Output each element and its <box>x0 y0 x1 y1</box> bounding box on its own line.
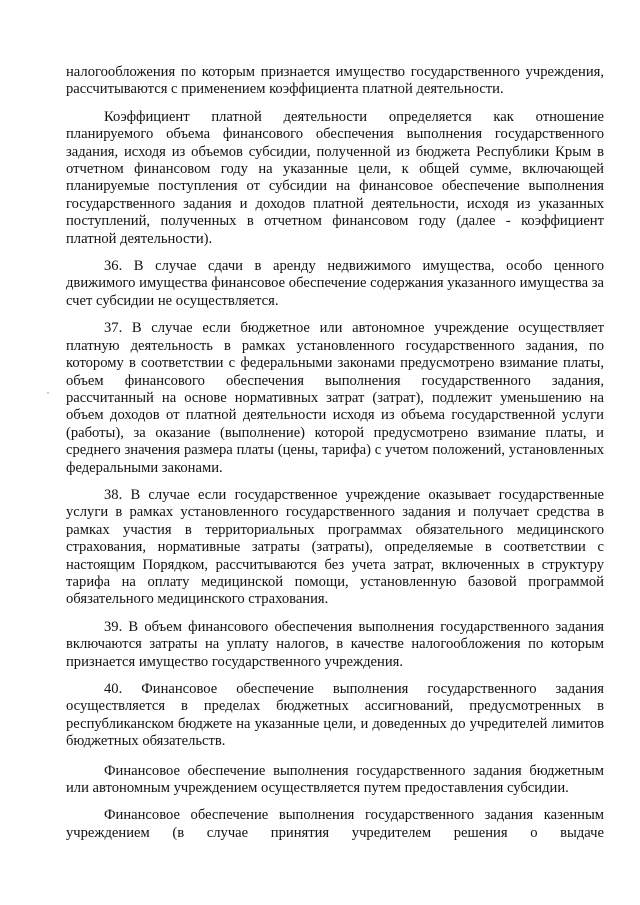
paragraph-item-37: 37. В случае если бюджетное или автономное учреждение осуществляет платную деятельность в рамках установленного государственного задания, по которому в соответствии с федеральными законами предусмотрено взимание платы, объем финансового обеспечения выполнения государственного задания, рассчитанный на основе нормативных затрат (затрат), подлежит уменьшению на объем доходов от платной деятельности исходя из объема государственной услуги (работы), за оказание (выполнение) которой предусмотрено взимание платы, и среднего значения размера платы (цены, тарифа) с учетом положений, установленных федеральными законами. <box>66 320 604 476</box>
paragraph-item-36: 36. В случае сдачи в аренду недвижимого имущества, особо ценного движимого имущества финансовое обеспечение содержания указанного имущества за счет субсидии не осуществляется. <box>66 258 604 309</box>
paragraph-continuation: налогообложения по которым признается имущество государственного учреждения, рассчитываются с применением коэффициента платной деятельности. <box>66 64 604 98</box>
document-body <box>66 64 604 842</box>
paragraph-subsidy: Финансовое обеспечение выполнения государственного задания бюджетным или автономным учреждением осуществляется путем предоставления субсидии. <box>66 762 604 797</box>
paragraph-item-40: 40. Финансовое обеспечение выполнения государственного задания осуществляется в пределах бюджетных ассигнований, предусмотренных в республиканском бюджете на указанные цели, и доведенных до учредителей лимитов бюджетных обязательств. <box>66 681 604 750</box>
paragraph-coefficient-definition: Коэффициент платной деятельности определяется как отношение планируемого объема финансового обеспечения выполнения государственного задания, исходя из объемов субсидии, полученной из бюджета Республики Крым в отчетном финансовом году на указанные цели, к общей сумме, включающей планируемые поступления от субсидии на финансовое обеспечение выполнения государственного задания и доходов платной деятельности, исходя из указанных поступлений, полученных в отчетном финансовом году (далее - коэффициент платной деятельности). <box>66 108 604 247</box>
paragraph-item-39: 39. В объем финансового обеспечения выполнения государственного задания включаются затраты на уплату налогов, в качестве налогообложения по которым признается имущество государственного учреждения. <box>66 618 604 670</box>
margin-mark <box>47 392 49 394</box>
paragraph-item-38: 38. В случае если государственное учреждение оказывает государственные услуги в рамках установленного государственного задания и получает средства в рамках участия в территориальных программах обязательного медицинского страхования, нормативные затраты (затраты), определяемые в соответствии с настоящим Порядком, рассчитываются без учета затрат, включенных в структуру тарифа на оплату медицинской помощи, установленную базовой программой обязательного медицинского страхования. <box>66 486 604 608</box>
paragraph-treasury-institution: Финансовое обеспечение выполнения государственного задания казенным учреждением (в случае принятия учредителем решения о выдаче <box>66 807 604 841</box>
